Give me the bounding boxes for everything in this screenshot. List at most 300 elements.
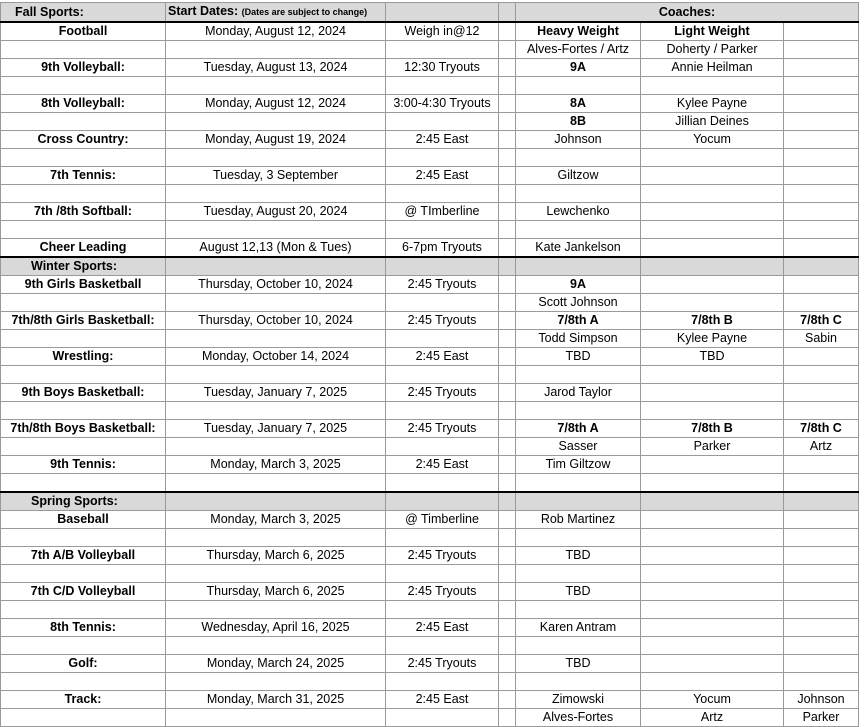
coach-cell bbox=[784, 131, 859, 149]
coach-cell: Light Weight bbox=[641, 22, 784, 41]
spacer-cell bbox=[499, 637, 516, 655]
header-cell bbox=[166, 3, 386, 23]
coach-cell bbox=[784, 601, 859, 619]
coach-cell: 7/8th B bbox=[641, 420, 784, 438]
spacer-cell bbox=[499, 366, 516, 384]
time-location-cell: @ Timberline bbox=[386, 511, 499, 529]
spacer-cell bbox=[499, 420, 516, 438]
spacer-cell bbox=[499, 474, 516, 493]
coach-cell bbox=[516, 492, 641, 511]
coach-cell bbox=[784, 456, 859, 474]
sport-name-cell: Baseball bbox=[1, 511, 166, 529]
spacer-cell bbox=[499, 384, 516, 402]
time-location-cell: 2:45 East bbox=[386, 348, 499, 366]
coach-cell: 9A bbox=[516, 276, 641, 294]
time-location-cell bbox=[386, 366, 499, 384]
table-row bbox=[1, 95, 859, 113]
start-date-cell bbox=[166, 601, 386, 619]
coach-cell bbox=[784, 529, 859, 547]
time-location-cell bbox=[386, 529, 499, 547]
coach-cell: Sasser bbox=[516, 438, 641, 456]
coach-cell: Rob Martinez bbox=[516, 511, 641, 529]
start-date-cell: Monday, October 14, 2024 bbox=[166, 348, 386, 366]
start-date-cell bbox=[166, 41, 386, 59]
coach-cell bbox=[784, 565, 859, 583]
sport-name-cell: 8th Tennis: bbox=[1, 619, 166, 637]
coach-cell bbox=[641, 366, 784, 384]
coach-cell bbox=[516, 366, 641, 384]
sport-name-cell: 7th C/D Volleyball bbox=[1, 583, 166, 601]
time-location-cell: Weigh in@12 bbox=[386, 22, 499, 41]
table-row bbox=[1, 239, 859, 258]
coach-cell bbox=[516, 601, 641, 619]
coach-cell bbox=[516, 565, 641, 583]
coach-cell bbox=[641, 239, 784, 258]
table-row bbox=[1, 167, 859, 185]
sport-name-cell: Track: bbox=[1, 691, 166, 709]
start-date-cell bbox=[166, 438, 386, 456]
table-row bbox=[1, 348, 859, 366]
table-row bbox=[1, 691, 859, 709]
coach-cell: Zimowski bbox=[516, 691, 641, 709]
start-date-cell: Tuesday, 3 September bbox=[166, 167, 386, 185]
start-date-cell: Tuesday, August 20, 2024 bbox=[166, 203, 386, 221]
table-row bbox=[1, 185, 859, 203]
start-date-cell bbox=[166, 257, 386, 276]
spacer-cell bbox=[499, 77, 516, 95]
table-row bbox=[1, 384, 859, 402]
coach-cell bbox=[641, 402, 784, 420]
time-location-cell bbox=[386, 221, 499, 239]
coach-cell bbox=[784, 276, 859, 294]
coach-cell: Yocum bbox=[641, 131, 784, 149]
coach-cell bbox=[784, 167, 859, 185]
time-location-cell bbox=[386, 673, 499, 691]
start-date-cell bbox=[166, 366, 386, 384]
coach-cell: Doherty / Parker bbox=[641, 41, 784, 59]
coach-cell: Todd Simpson bbox=[516, 330, 641, 348]
sport-name-cell bbox=[1, 366, 166, 384]
coach-cell: 7/8th B bbox=[641, 312, 784, 330]
start-date-cell bbox=[166, 673, 386, 691]
table-row bbox=[1, 474, 859, 493]
header-cell: Coaches: bbox=[516, 3, 859, 23]
sport-name-cell: Golf: bbox=[1, 655, 166, 673]
coach-cell bbox=[516, 221, 641, 239]
time-location-cell: 2:45 East bbox=[386, 619, 499, 637]
table-row bbox=[1, 420, 859, 438]
time-location-cell bbox=[386, 709, 499, 727]
spacer-cell bbox=[499, 691, 516, 709]
coach-cell bbox=[641, 474, 784, 493]
coach-cell bbox=[641, 673, 784, 691]
coach-cell: Heavy Weight bbox=[516, 22, 641, 41]
coach-cell: Jarod Taylor bbox=[516, 384, 641, 402]
coach-cell: TBD bbox=[516, 655, 641, 673]
coach-cell bbox=[784, 637, 859, 655]
coach-cell bbox=[641, 601, 784, 619]
coach-cell bbox=[516, 257, 641, 276]
coach-cell bbox=[784, 673, 859, 691]
coach-cell: Alves-Fortes / Artz bbox=[516, 41, 641, 59]
start-date-cell: Monday, March 3, 2025 bbox=[166, 511, 386, 529]
coach-cell: Parker bbox=[641, 438, 784, 456]
time-location-cell: 2:45 Tryouts bbox=[386, 655, 499, 673]
coach-cell bbox=[641, 456, 784, 474]
coach-cell bbox=[641, 655, 784, 673]
start-date-cell bbox=[166, 637, 386, 655]
coach-cell bbox=[784, 257, 859, 276]
time-location-cell bbox=[386, 257, 499, 276]
header-cell bbox=[386, 3, 499, 23]
sport-name-cell bbox=[1, 149, 166, 167]
coach-cell bbox=[784, 185, 859, 203]
start-date-cell bbox=[166, 77, 386, 95]
coach-cell: Johnson bbox=[784, 691, 859, 709]
table-row bbox=[1, 131, 859, 149]
spacer-cell bbox=[499, 402, 516, 420]
table-row bbox=[1, 655, 859, 673]
coach-cell: TBD bbox=[516, 583, 641, 601]
start-date-cell bbox=[166, 221, 386, 239]
coach-cell bbox=[641, 149, 784, 167]
start-date-cell: Thursday, March 6, 2025 bbox=[166, 583, 386, 601]
coach-cell bbox=[516, 529, 641, 547]
table-row bbox=[1, 41, 859, 59]
start-date-cell: Monday, March 3, 2025 bbox=[166, 456, 386, 474]
coach-cell bbox=[784, 41, 859, 59]
table-row bbox=[1, 583, 859, 601]
coach-cell bbox=[784, 511, 859, 529]
coach-cell bbox=[516, 673, 641, 691]
coach-cell: 7/8th A bbox=[516, 312, 641, 330]
table-row bbox=[1, 619, 859, 637]
coach-cell: 7/8th C bbox=[784, 312, 859, 330]
start-date-cell: Tuesday, August 13, 2024 bbox=[166, 59, 386, 77]
sport-name-cell bbox=[1, 474, 166, 493]
section-header-row bbox=[1, 257, 859, 276]
time-location-cell bbox=[386, 149, 499, 167]
time-location-cell: 2:45 Tryouts bbox=[386, 276, 499, 294]
spacer-cell bbox=[499, 149, 516, 167]
table-row bbox=[1, 113, 859, 131]
time-location-cell: 2:45 East bbox=[386, 691, 499, 709]
time-location-cell: 3:00-4:30 Tryouts bbox=[386, 95, 499, 113]
spacer-cell bbox=[499, 294, 516, 312]
time-location-cell: 2:45 Tryouts bbox=[386, 384, 499, 402]
coach-cell bbox=[641, 257, 784, 276]
sport-name-cell: Wrestling: bbox=[1, 348, 166, 366]
start-date-cell bbox=[166, 149, 386, 167]
start-date-cell bbox=[166, 330, 386, 348]
header-cell bbox=[499, 3, 516, 23]
start-date-cell: Thursday, March 6, 2025 bbox=[166, 547, 386, 565]
coach-cell bbox=[784, 113, 859, 131]
coach-cell: Sabin bbox=[784, 330, 859, 348]
time-location-cell bbox=[386, 113, 499, 131]
start-date-cell bbox=[166, 402, 386, 420]
sport-name-cell bbox=[1, 673, 166, 691]
time-location-cell bbox=[386, 41, 499, 59]
table-row bbox=[1, 565, 859, 583]
coach-cell: 8B bbox=[516, 113, 641, 131]
sport-name-cell: 8th Volleyball: bbox=[1, 95, 166, 113]
coach-cell: 9A bbox=[516, 59, 641, 77]
sport-name-cell: 7th /8th Softball: bbox=[1, 203, 166, 221]
coach-cell bbox=[784, 59, 859, 77]
table-row bbox=[1, 294, 859, 312]
coach-cell: Karen Antram bbox=[516, 619, 641, 637]
coach-cell bbox=[784, 348, 859, 366]
coach-cell bbox=[641, 583, 784, 601]
table-row bbox=[1, 547, 859, 565]
coach-cell bbox=[641, 565, 784, 583]
coach-cell: Artz bbox=[641, 709, 784, 727]
coach-cell: Artz bbox=[784, 438, 859, 456]
coach-cell bbox=[784, 547, 859, 565]
spacer-cell bbox=[499, 131, 516, 149]
spacer-cell bbox=[499, 619, 516, 637]
sport-name-cell bbox=[1, 221, 166, 239]
coach-cell: TBD bbox=[516, 547, 641, 565]
time-location-cell: 2:45 Tryouts bbox=[386, 312, 499, 330]
start-date-cell bbox=[166, 492, 386, 511]
coach-cell bbox=[516, 637, 641, 655]
time-location-cell bbox=[386, 185, 499, 203]
coach-cell: Tim Giltzow bbox=[516, 456, 641, 474]
start-date-cell bbox=[166, 709, 386, 727]
time-location-cell bbox=[386, 474, 499, 493]
spacer-cell bbox=[499, 330, 516, 348]
spacer-cell bbox=[499, 529, 516, 547]
coach-cell bbox=[641, 637, 784, 655]
table-row bbox=[1, 402, 859, 420]
sport-name-cell: Football bbox=[1, 22, 166, 41]
start-date-cell: August 12,13 (Mon & Tues) bbox=[166, 239, 386, 258]
coach-cell: Yocum bbox=[641, 691, 784, 709]
coach-cell bbox=[641, 203, 784, 221]
coach-cell: Kylee Payne bbox=[641, 95, 784, 113]
sport-name-cell bbox=[1, 709, 166, 727]
spacer-cell bbox=[499, 22, 516, 41]
sport-name-cell bbox=[1, 637, 166, 655]
table-row bbox=[1, 673, 859, 691]
start-date-cell bbox=[166, 565, 386, 583]
spacer-cell bbox=[499, 95, 516, 113]
start-date-cell bbox=[166, 529, 386, 547]
spacer-cell bbox=[499, 276, 516, 294]
sport-name-cell bbox=[1, 402, 166, 420]
spacer-cell bbox=[499, 59, 516, 77]
sport-name-cell: 9th Tennis: bbox=[1, 456, 166, 474]
spacer-cell bbox=[499, 438, 516, 456]
sport-name-cell: 7th/8th Girls Basketball: bbox=[1, 312, 166, 330]
table-row bbox=[1, 366, 859, 384]
spacer-cell bbox=[499, 312, 516, 330]
spacer-cell bbox=[499, 547, 516, 565]
coach-cell bbox=[784, 239, 859, 258]
time-location-cell bbox=[386, 77, 499, 95]
sport-name-cell bbox=[1, 330, 166, 348]
coach-cell bbox=[784, 655, 859, 673]
start-date-cell bbox=[166, 113, 386, 131]
spacer-cell bbox=[499, 709, 516, 727]
spacer-cell bbox=[499, 492, 516, 511]
sport-name-cell: Spring Sports: bbox=[1, 492, 166, 511]
table-row bbox=[1, 438, 859, 456]
sport-name-cell: Winter Sports: bbox=[1, 257, 166, 276]
sport-name-cell: 7th A/B Volleyball bbox=[1, 547, 166, 565]
sport-name-cell: 9th Boys Basketball: bbox=[1, 384, 166, 402]
coach-cell bbox=[516, 185, 641, 203]
table-row bbox=[1, 203, 859, 221]
coach-cell: Kate Jankelson bbox=[516, 239, 641, 258]
start-dates-label: Start Dates: bbox=[168, 4, 242, 18]
time-location-cell: 2:45 Tryouts bbox=[386, 420, 499, 438]
sport-name-cell bbox=[1, 438, 166, 456]
coach-cell: 7/8th C bbox=[784, 420, 859, 438]
coach-cell bbox=[784, 22, 859, 41]
spacer-cell bbox=[499, 456, 516, 474]
start-date-cell: Monday, March 24, 2025 bbox=[166, 655, 386, 673]
section-header-row bbox=[1, 492, 859, 511]
start-date-cell: Tuesday, January 7, 2025 bbox=[166, 384, 386, 402]
time-location-cell bbox=[386, 601, 499, 619]
table-row bbox=[1, 221, 859, 239]
coach-cell: Parker bbox=[784, 709, 859, 727]
spacer-cell bbox=[499, 601, 516, 619]
coach-cell bbox=[641, 276, 784, 294]
coach-cell bbox=[641, 619, 784, 637]
coach-cell: Alves-Fortes bbox=[516, 709, 641, 727]
start-date-cell: Thursday, October 10, 2024 bbox=[166, 276, 386, 294]
coach-cell: TBD bbox=[516, 348, 641, 366]
coach-cell bbox=[516, 149, 641, 167]
time-location-cell bbox=[386, 294, 499, 312]
start-date-cell: Monday, March 31, 2025 bbox=[166, 691, 386, 709]
coach-cell: Scott Johnson bbox=[516, 294, 641, 312]
sport-name-cell bbox=[1, 113, 166, 131]
spacer-cell bbox=[499, 583, 516, 601]
coach-cell: Lewchenko bbox=[516, 203, 641, 221]
coach-cell: TBD bbox=[641, 348, 784, 366]
date-change-note: (Dates are subject to change) bbox=[241, 7, 368, 17]
table-row bbox=[1, 511, 859, 529]
spacer-cell bbox=[499, 257, 516, 276]
start-date-cell: Wednesday, April 16, 2025 bbox=[166, 619, 386, 637]
coach-cell bbox=[784, 203, 859, 221]
start-date-cell: Monday, August 19, 2024 bbox=[166, 131, 386, 149]
sport-name-cell: 7th Tennis: bbox=[1, 167, 166, 185]
spacer-cell bbox=[499, 655, 516, 673]
coach-cell bbox=[641, 167, 784, 185]
sport-name-cell bbox=[1, 77, 166, 95]
table-row bbox=[1, 77, 859, 95]
table-row bbox=[1, 149, 859, 167]
start-date-cell: Tuesday, January 7, 2025 bbox=[166, 420, 386, 438]
sport-name-cell bbox=[1, 41, 166, 59]
sports-schedule-table bbox=[0, 2, 859, 727]
start-date-cell: Thursday, October 10, 2024 bbox=[166, 312, 386, 330]
coach-cell: Kylee Payne bbox=[641, 330, 784, 348]
coach-cell bbox=[516, 77, 641, 95]
table-row bbox=[1, 22, 859, 41]
coach-cell bbox=[641, 492, 784, 511]
coach-cell bbox=[641, 77, 784, 95]
sport-name-cell: 9th Volleyball: bbox=[1, 59, 166, 77]
coach-cell bbox=[784, 77, 859, 95]
table-row bbox=[1, 456, 859, 474]
coach-cell bbox=[641, 529, 784, 547]
table-row bbox=[1, 312, 859, 330]
coach-cell: Johnson bbox=[516, 131, 641, 149]
time-location-cell bbox=[386, 637, 499, 655]
sport-name-cell: 7th/8th Boys Basketball: bbox=[1, 420, 166, 438]
coach-cell bbox=[641, 547, 784, 565]
sport-name-cell bbox=[1, 601, 166, 619]
spacer-cell bbox=[499, 239, 516, 258]
time-location-cell bbox=[386, 565, 499, 583]
coach-cell: 7/8th A bbox=[516, 420, 641, 438]
coach-cell bbox=[641, 294, 784, 312]
sport-name-cell: 9th Girls Basketball bbox=[1, 276, 166, 294]
coach-cell bbox=[641, 384, 784, 402]
spacer-cell bbox=[499, 203, 516, 221]
sport-name-cell bbox=[1, 565, 166, 583]
start-date-cell bbox=[166, 474, 386, 493]
spacer-cell bbox=[499, 673, 516, 691]
coach-cell bbox=[641, 221, 784, 239]
spacer-cell bbox=[499, 348, 516, 366]
spacer-cell bbox=[499, 221, 516, 239]
time-location-cell: 2:45 East bbox=[386, 131, 499, 149]
spacer-cell bbox=[499, 185, 516, 203]
table-row bbox=[1, 709, 859, 727]
table-row bbox=[1, 276, 859, 294]
coach-cell bbox=[516, 474, 641, 493]
spacer-cell bbox=[499, 565, 516, 583]
coach-cell bbox=[784, 402, 859, 420]
start-date-cell: Monday, August 12, 2024 bbox=[166, 22, 386, 41]
coach-cell bbox=[516, 402, 641, 420]
time-location-cell: 2:45 East bbox=[386, 167, 499, 185]
coach-cell: Annie Heilman bbox=[641, 59, 784, 77]
spacer-cell bbox=[499, 167, 516, 185]
time-location-cell bbox=[386, 438, 499, 456]
spacer-cell bbox=[499, 113, 516, 131]
sport-name-cell bbox=[1, 294, 166, 312]
coach-cell bbox=[784, 492, 859, 511]
start-date-cell bbox=[166, 294, 386, 312]
time-location-cell bbox=[386, 402, 499, 420]
section-header-row bbox=[1, 3, 859, 23]
time-location-cell: @ TImberline bbox=[386, 203, 499, 221]
coach-cell bbox=[784, 474, 859, 493]
table-row bbox=[1, 529, 859, 547]
spacer-cell bbox=[499, 511, 516, 529]
header-cell: Fall Sports: bbox=[1, 3, 166, 23]
time-location-cell: 2:45 Tryouts bbox=[386, 583, 499, 601]
coach-cell bbox=[641, 511, 784, 529]
time-location-cell: 6-7pm Tryouts bbox=[386, 239, 499, 258]
time-location-cell bbox=[386, 330, 499, 348]
coach-cell bbox=[641, 185, 784, 203]
coach-cell bbox=[784, 95, 859, 113]
coach-cell bbox=[784, 619, 859, 637]
coach-cell bbox=[784, 149, 859, 167]
time-location-cell: 2:45 Tryouts bbox=[386, 547, 499, 565]
coach-cell bbox=[784, 384, 859, 402]
